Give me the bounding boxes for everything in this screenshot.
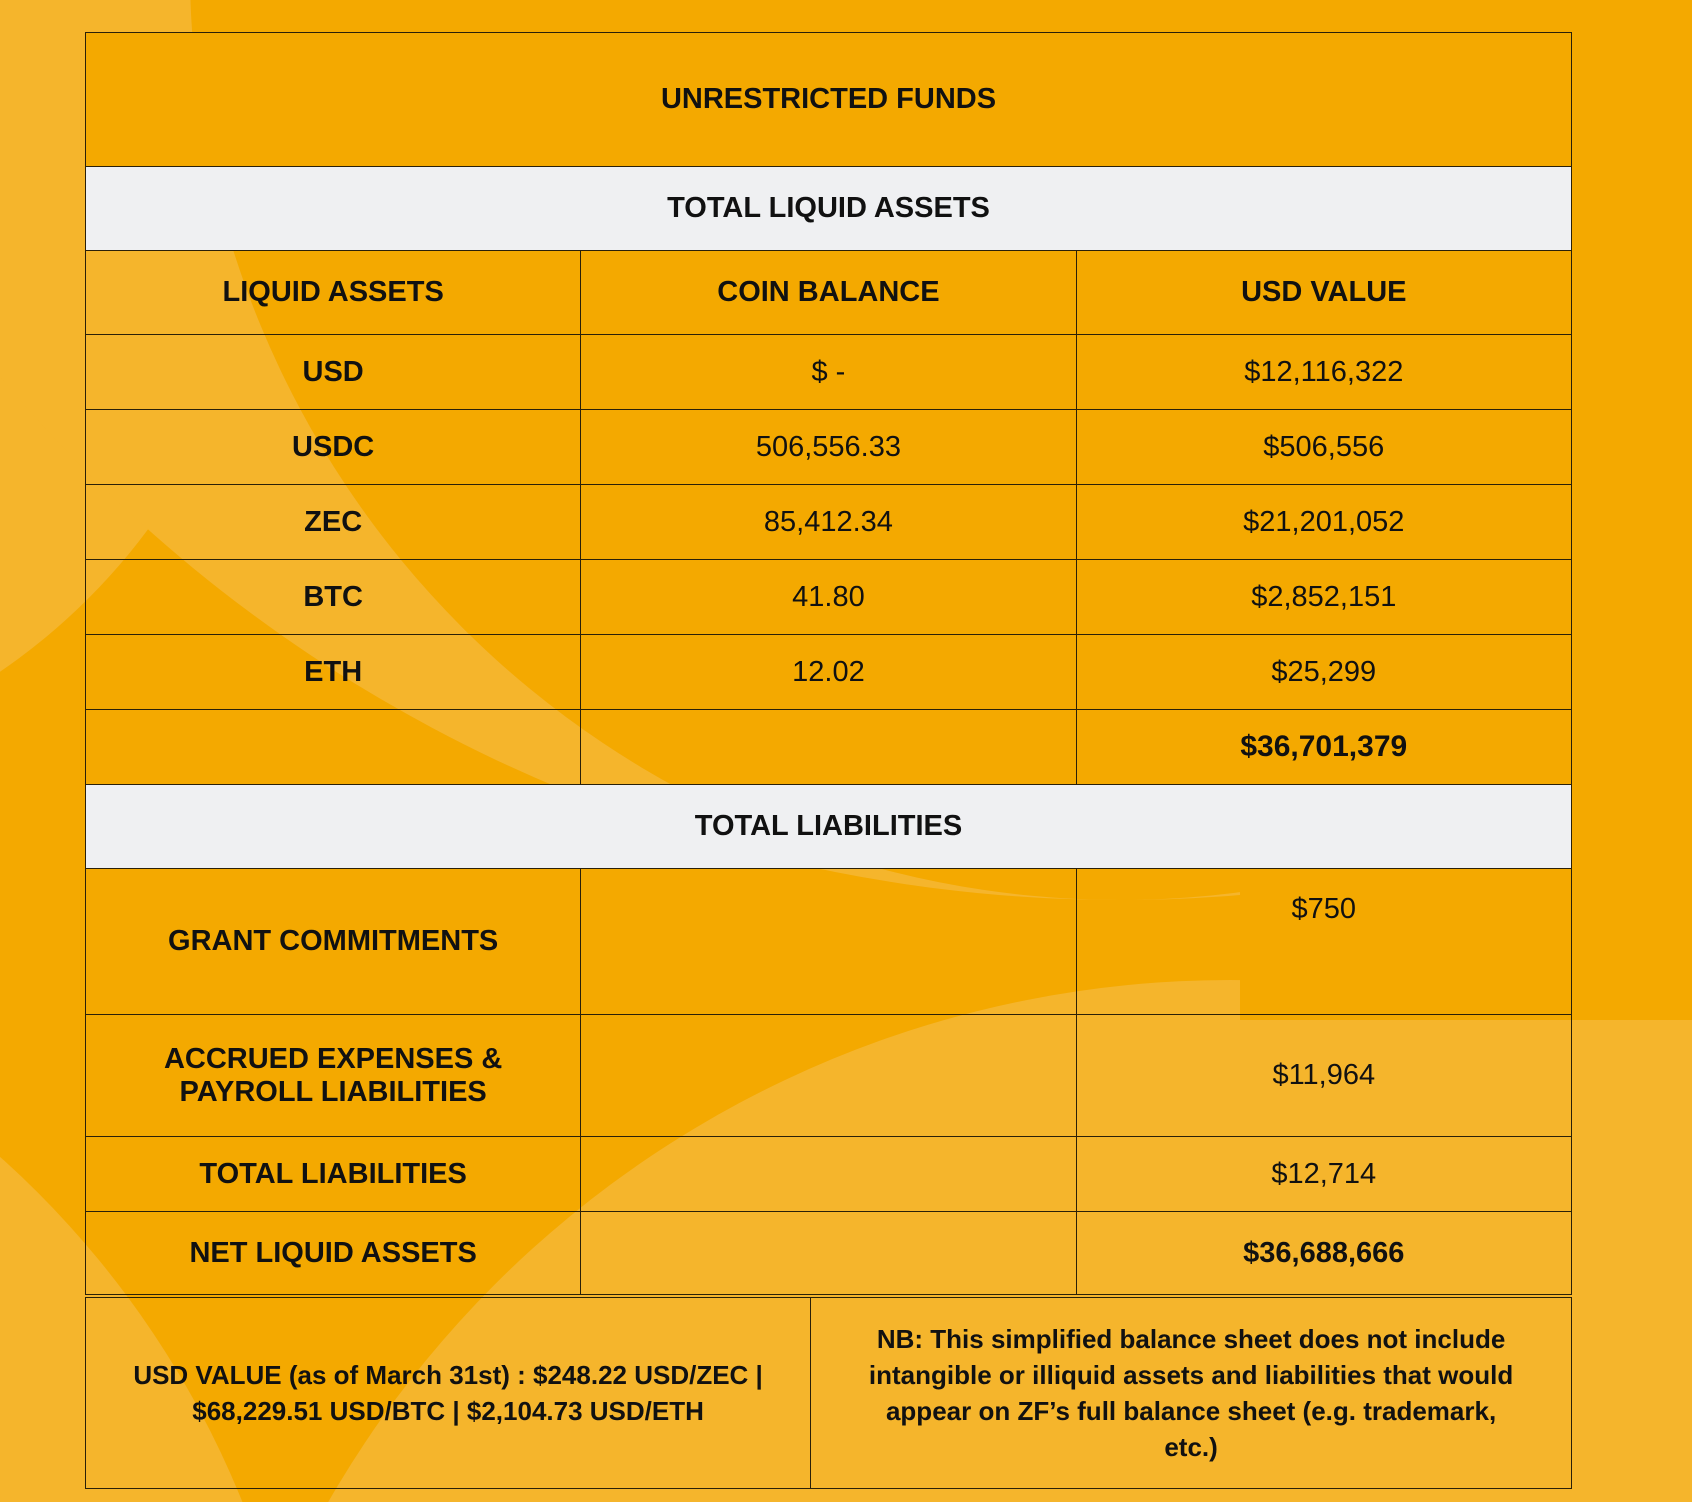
empty-cell — [581, 1015, 1076, 1137]
column-header: COIN BALANCE — [581, 251, 1076, 335]
usd-value: $506,556 — [1076, 410, 1571, 485]
net-label: NET LIQUID ASSETS — [86, 1212, 581, 1295]
table-row — [86, 335, 1572, 410]
empty-cell — [581, 869, 1076, 1015]
table-row — [86, 869, 1572, 1015]
assets-section-row — [86, 167, 1572, 251]
empty-cell — [86, 710, 581, 785]
rates-line: $68,229.51 USD/BTC | $2,104.73 USD/ETH — [192, 1396, 704, 1426]
column-header-row — [86, 251, 1572, 335]
note-line: intangible or illiquid assets and liabilities that would — [868, 1360, 1514, 1390]
note-line: NB: This simplified balance sheet does not include — [876, 1324, 1506, 1354]
liability-label: TOTAL LIABILITIES — [86, 1137, 581, 1212]
assets-total-value: $36,701,379 — [1076, 710, 1571, 785]
assets-total-row — [86, 710, 1572, 785]
table-title: UNRESTRICTED FUNDS — [86, 33, 1572, 167]
asset-name: USDC — [86, 410, 581, 485]
empty-cell — [581, 1137, 1076, 1212]
usd-value: $21,201,052 — [1076, 485, 1571, 560]
balance-sheet — [85, 32, 1572, 1489]
table-row — [86, 635, 1572, 710]
liability-label-line: ACCRUED EXPENSES & — [163, 1042, 503, 1075]
footer-row — [86, 1298, 1572, 1489]
coin-balance: 41.80 — [581, 560, 1076, 635]
coin-balance: 85,412.34 — [581, 485, 1076, 560]
empty-cell — [581, 1212, 1076, 1295]
funds-table — [85, 32, 1572, 1295]
asset-name: USD — [86, 335, 581, 410]
empty-cell — [581, 710, 1076, 785]
liability-label — [86, 1015, 581, 1137]
usd-value: $12,116,322 — [1076, 335, 1571, 410]
table-row — [86, 410, 1572, 485]
net-row — [86, 1212, 1572, 1295]
footer-table — [85, 1297, 1572, 1489]
coin-balance: 12.02 — [581, 635, 1076, 710]
liabilities-section-title: TOTAL LIABILITIES — [86, 785, 1572, 869]
note-line: etc.) — [1164, 1432, 1218, 1462]
column-header: USD VALUE — [1076, 251, 1571, 335]
liabilities-section-row — [86, 785, 1572, 869]
exchange-rates-note — [86, 1298, 811, 1489]
note-line: appear on ZF’s full balance sheet (e.g. trademark, — [885, 1396, 1497, 1426]
rates-line: USD VALUE (as of March 31st) : $248.22 USD/ZEC | — [133, 1360, 763, 1390]
assets-section-title: TOTAL LIQUID ASSETS — [86, 167, 1572, 251]
asset-name: ETH — [86, 635, 581, 710]
liability-value: $12,714 — [1076, 1137, 1571, 1212]
coin-balance: $ - — [581, 335, 1076, 410]
usd-value: $25,299 — [1076, 635, 1571, 710]
title-row — [86, 33, 1572, 167]
table-row — [86, 485, 1572, 560]
table-row — [86, 560, 1572, 635]
disclaimer-note — [811, 1298, 1572, 1489]
table-row — [86, 1137, 1572, 1212]
net-value: $36,688,666 — [1076, 1212, 1571, 1295]
usd-value: $2,852,151 — [1076, 560, 1571, 635]
coin-balance: 506,556.33 — [581, 410, 1076, 485]
liability-label-line: PAYROLL LIABILITIES — [179, 1075, 487, 1108]
asset-name: ZEC — [86, 485, 581, 560]
table-row — [86, 1015, 1572, 1137]
liability-value: $11,964 — [1076, 1015, 1571, 1137]
asset-name: BTC — [86, 560, 581, 635]
column-header: LIQUID ASSETS — [86, 251, 581, 335]
liability-label: GRANT COMMITMENTS — [86, 869, 581, 1015]
liability-value: $750 — [1076, 869, 1571, 1015]
